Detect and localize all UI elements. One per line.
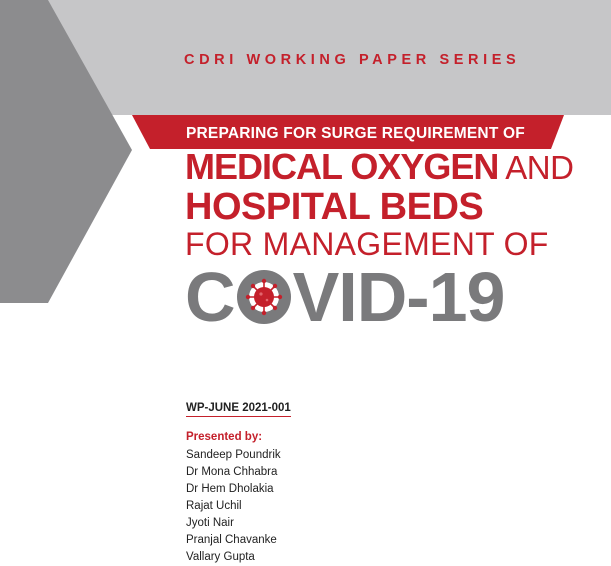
author-name: Sandeep Poundrik (186, 449, 281, 461)
covid-letter-c: C (185, 258, 235, 336)
paper-id: WP-JUNE 2021-001 (186, 402, 291, 417)
author-name: Pranjal Chavanke (186, 534, 277, 546)
title-line-2: HOSPITAL BEDS (185, 186, 484, 228)
author-list (186, 447, 281, 566)
presented-by-label: Presented by: (186, 431, 263, 443)
author-name: Dr Mona Chhabra (186, 466, 278, 478)
title-and: AND (498, 149, 574, 186)
author-name: Jyoti Nair (186, 517, 234, 529)
author-name: Dr Hem Dholakia (186, 483, 274, 495)
author-name: Vallary Gupta (186, 551, 255, 563)
title-medical-oxygen: MEDICAL OXYGEN (185, 146, 499, 187)
author-name: Rajat Uchil (186, 500, 242, 512)
title-line-3: FOR MANAGEMENT OF (185, 226, 549, 262)
subtitle-banner-text: PREPARING FOR SURGE REQUIREMENT OF (186, 125, 525, 142)
covid-letters-rest: VID-19 (292, 258, 505, 336)
coronavirus-icon (235, 265, 293, 329)
title-line-1 (185, 146, 574, 187)
series-label: CDRI WORKING PAPER SERIES (184, 52, 521, 68)
covid-title (185, 258, 505, 336)
